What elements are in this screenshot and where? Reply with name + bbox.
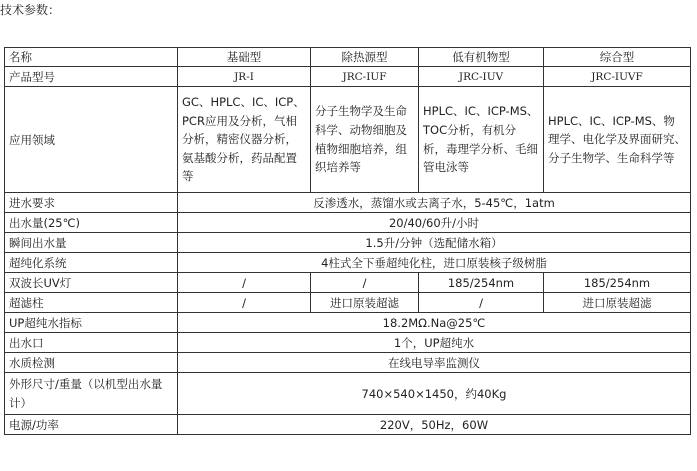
row-label: 出水口 (5, 333, 178, 353)
row-label: 应用领域 (5, 87, 178, 193)
header-basic: 基础型 (178, 48, 311, 67)
uf-low-organic: / (419, 293, 544, 313)
up-index-value: 18.2MΩ.Na@25℃ (178, 313, 691, 333)
row-label: 进水要求 (5, 193, 178, 213)
row-label: 超滤柱 (5, 293, 178, 313)
uv-pyrogen-free: / (311, 273, 419, 293)
uf-basic: / (178, 293, 311, 313)
application-basic: GC、HPLC、IC、ICP、PCR应用及分析，气相分析，精密仪器分析，氨基酸分析，药品配置等 (178, 87, 311, 193)
model-pyrogen-free: JRC-IUF (311, 67, 419, 87)
application-comprehensive: HPLC、IC、ICP-MS、物理学、电化学及界面研究、分子生物学、生命科学等 (544, 87, 691, 193)
table-row-uv-lamp (5, 273, 691, 293)
uv-low-organic: 185/254nm (419, 273, 544, 293)
row-label: 外形尺寸/重量（以机型出水量计） (5, 373, 178, 415)
power-value: 220V，50Hz，60W (178, 415, 691, 435)
outlet-value: 1个，UP超纯水 (178, 333, 691, 353)
purification-value: 4柱式全下垂超纯化柱，进口原装核子级树脂 (178, 253, 691, 273)
table-header-row (5, 48, 691, 67)
inlet-value: 反渗透水，蒸馏水或去离子水，5-45℃，1atm (178, 193, 691, 213)
header-comprehensive: 综合型 (544, 48, 691, 67)
application-pyrogen-free: 分子生物学及生命科学、动物细胞及植物细胞培养，组织培养等 (311, 87, 419, 193)
section-heading: 技术参数： (0, 3, 61, 17)
table-row-quality-check (5, 353, 691, 373)
uf-pyrogen-free: 进口原装超滤 (311, 293, 419, 313)
table-row-inlet (5, 193, 691, 213)
header-name: 名称 (5, 48, 178, 67)
row-label: UP超纯水指标 (5, 313, 178, 333)
spec-table (4, 47, 691, 435)
row-label: 出水量(25℃) (5, 213, 178, 233)
row-label: 产品型号 (5, 67, 178, 87)
table-row-dimensions (5, 373, 691, 415)
row-label: 瞬间出水量 (5, 233, 178, 253)
header-pyrogen-free: 除热源型 (311, 48, 419, 67)
table-row-outlet (5, 333, 691, 353)
quality-check-value: 在线电导率监测仪 (178, 353, 691, 373)
table-row-output (5, 213, 691, 233)
model-comprehensive: JRC-IUVF (544, 67, 691, 87)
model-low-organic: JRC-IUV (419, 67, 544, 87)
application-low-organic: HPLC、IC、ICP-MS、TOC分析，有机分析，毒理学分析、毛细管电泳等 (419, 87, 544, 193)
uf-comprehensive: 进口原装超滤 (544, 293, 691, 313)
table-row-purification (5, 253, 691, 273)
table-row-application (5, 87, 691, 193)
table-row-model (5, 67, 691, 87)
table-row-up-index (5, 313, 691, 333)
row-label: 双波长UV灯 (5, 273, 178, 293)
model-basic: JR-I (178, 67, 311, 87)
table-row-power (5, 415, 691, 435)
row-label: 水质检测 (5, 353, 178, 373)
uv-comprehensive: 185/254nm (544, 273, 691, 293)
instant-output-value: 1.5升/分钟（选配储水箱） (178, 233, 691, 253)
output-value: 20/40/60升/小时 (178, 213, 691, 233)
table-row-ultrafilter (5, 293, 691, 313)
row-label: 超纯化系统 (5, 253, 178, 273)
dimensions-value: 740×540×1450，约40Kg (178, 373, 691, 415)
table-row-instant-output (5, 233, 691, 253)
header-low-organic: 低有机物型 (419, 48, 544, 67)
uv-basic: / (178, 273, 311, 293)
row-label: 电源/功率 (5, 415, 178, 435)
